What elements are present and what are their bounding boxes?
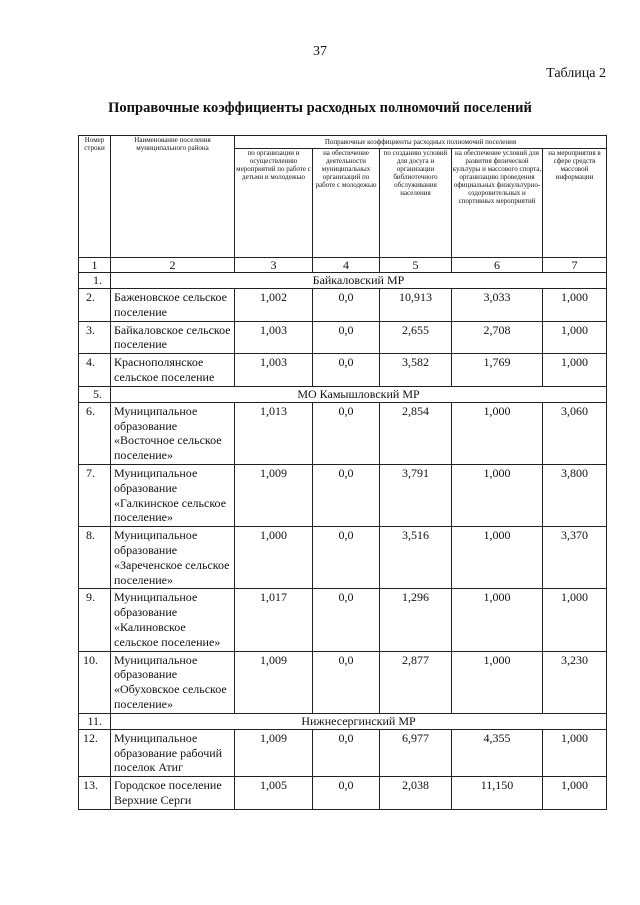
row-index: 4. <box>79 354 111 387</box>
table-row <box>79 589 607 651</box>
row-index: 1. <box>79 273 111 289</box>
table-row <box>79 777 607 810</box>
settlement-name: Краснополянское сельское поселение <box>111 354 235 387</box>
settlement-name: Муниципальное образование «Галкинское сельское поселение» <box>111 464 235 526</box>
page-number: 37 <box>313 44 327 59</box>
district-row <box>79 713 607 729</box>
header-youth-events: по организации и осуществлению мероприятий по работе с детьми и молодежью <box>235 149 313 258</box>
table-row <box>79 527 607 589</box>
value-cell: 2,038 <box>380 777 452 810</box>
table-row <box>79 321 607 354</box>
value-cell: 0,0 <box>313 729 380 776</box>
value-cell: 1,000 <box>543 729 607 776</box>
settlement-name: Баженовское сельское поселение <box>111 289 235 322</box>
value-cell: 1,003 <box>235 354 313 387</box>
value-cell: 1,009 <box>235 651 313 713</box>
row-index: 6. <box>79 402 111 464</box>
value-cell: 2,655 <box>380 321 452 354</box>
row-index: 13. <box>79 777 111 810</box>
settlement-name: Муниципальное образование рабочий поселок Атиг <box>111 729 235 776</box>
row-index: 9. <box>79 589 111 651</box>
column-number: 7 <box>543 258 607 273</box>
value-cell: 1,000 <box>452 402 543 464</box>
district-row <box>79 273 607 289</box>
value-cell: 3,033 <box>452 289 543 322</box>
value-cell: 3,060 <box>543 402 607 464</box>
row-index: 12. <box>79 729 111 776</box>
table-row <box>79 651 607 713</box>
value-cell: 1,017 <box>235 589 313 651</box>
value-cell: 3,582 <box>380 354 452 387</box>
header-coefficients-group: Поправочные коэффициенты расходных полномочий поселения <box>235 136 607 149</box>
table-row <box>79 289 607 322</box>
district-name: Нижнесергинский МР <box>111 713 607 729</box>
value-cell: 1,003 <box>235 321 313 354</box>
value-cell: 1,000 <box>452 589 543 651</box>
row-index: 3. <box>79 321 111 354</box>
table-label: Таблица 2 <box>546 66 606 81</box>
value-cell: 1,009 <box>235 464 313 526</box>
value-cell: 3,230 <box>543 651 607 713</box>
value-cell: 0,0 <box>313 354 380 387</box>
value-cell: 0,0 <box>313 651 380 713</box>
value-cell: 3,516 <box>380 527 452 589</box>
header-row-number: Номер строки <box>79 136 111 258</box>
settlement-name: Муниципальное образование «Обуховское сельское поселение» <box>111 651 235 713</box>
row-index: 11. <box>79 713 111 729</box>
value-cell: 2,877 <box>380 651 452 713</box>
district-row <box>79 386 607 402</box>
header-sport: на обеспечение условий для развития физической культуры и массового спорта, организацию проведения официальных физкультурно-оздоровительных и спортивных мероприятий <box>452 149 543 258</box>
column-number: 3 <box>235 258 313 273</box>
column-number: 5 <box>380 258 452 273</box>
column-numbers-row <box>79 258 607 273</box>
table-row <box>79 402 607 464</box>
table-row <box>79 729 607 776</box>
row-index: 10. <box>79 651 111 713</box>
value-cell: 1,005 <box>235 777 313 810</box>
value-cell: 1,000 <box>543 354 607 387</box>
value-cell: 2,708 <box>452 321 543 354</box>
header-settlement-name: Наименование поселения муниципального района <box>111 136 235 258</box>
value-cell: 3,800 <box>543 464 607 526</box>
row-index: 7. <box>79 464 111 526</box>
value-cell: 1,013 <box>235 402 313 464</box>
value-cell: 1,002 <box>235 289 313 322</box>
value-cell: 3,791 <box>380 464 452 526</box>
row-index: 5. <box>79 386 111 402</box>
value-cell: 0,0 <box>313 321 380 354</box>
coefficients-table <box>78 135 607 810</box>
table-row <box>79 354 607 387</box>
value-cell: 1,000 <box>543 321 607 354</box>
document-title: Поправочные коэффициенты расходных полномочий поселений <box>108 100 532 116</box>
header-leisure-library: по созданию условий для досуга и организации библиотечного обслуживания населения <box>380 149 452 258</box>
value-cell: 0,0 <box>313 777 380 810</box>
value-cell: 1,000 <box>452 651 543 713</box>
value-cell: 0,0 <box>313 289 380 322</box>
value-cell: 6,977 <box>380 729 452 776</box>
value-cell: 1,000 <box>452 464 543 526</box>
table-row <box>79 464 607 526</box>
district-name: МО Камышловский МР <box>111 386 607 402</box>
settlement-name: Городское поселение Верхние Серги <box>111 777 235 810</box>
value-cell: 1,296 <box>380 589 452 651</box>
value-cell: 0,0 <box>313 464 380 526</box>
column-number: 2 <box>111 258 235 273</box>
value-cell: 0,0 <box>313 527 380 589</box>
settlement-name: Муниципальное образование «Калиновское сельское поселение» <box>111 589 235 651</box>
column-number: 1 <box>79 258 111 273</box>
column-number: 6 <box>452 258 543 273</box>
column-number: 4 <box>313 258 380 273</box>
value-cell: 4,355 <box>452 729 543 776</box>
header-youth-organizations: на обеспечение деятельности муниципальных организаций по работе с молодежью <box>313 149 380 258</box>
value-cell: 11,150 <box>452 777 543 810</box>
settlement-name: Байкаловское сельское поселение <box>111 321 235 354</box>
value-cell: 0,0 <box>313 402 380 464</box>
value-cell: 1,000 <box>452 527 543 589</box>
district-name: Байкаловский МР <box>111 273 607 289</box>
settlement-name: Муниципальное образование «Зареченское сельское поселение» <box>111 527 235 589</box>
value-cell: 1,000 <box>543 289 607 322</box>
value-cell: 1,769 <box>452 354 543 387</box>
value-cell: 1,000 <box>235 527 313 589</box>
row-index: 8. <box>79 527 111 589</box>
header-mass-media: на мероприятия в сфере средств массовой информации <box>543 149 607 258</box>
value-cell: 10,913 <box>380 289 452 322</box>
value-cell: 1,000 <box>543 777 607 810</box>
settlement-name: Муниципальное образование «Восточное сельское поселение» <box>111 402 235 464</box>
value-cell: 0,0 <box>313 589 380 651</box>
value-cell: 2,854 <box>380 402 452 464</box>
value-cell: 1,000 <box>543 589 607 651</box>
row-index: 2. <box>79 289 111 322</box>
value-cell: 1,009 <box>235 729 313 776</box>
value-cell: 3,370 <box>543 527 607 589</box>
